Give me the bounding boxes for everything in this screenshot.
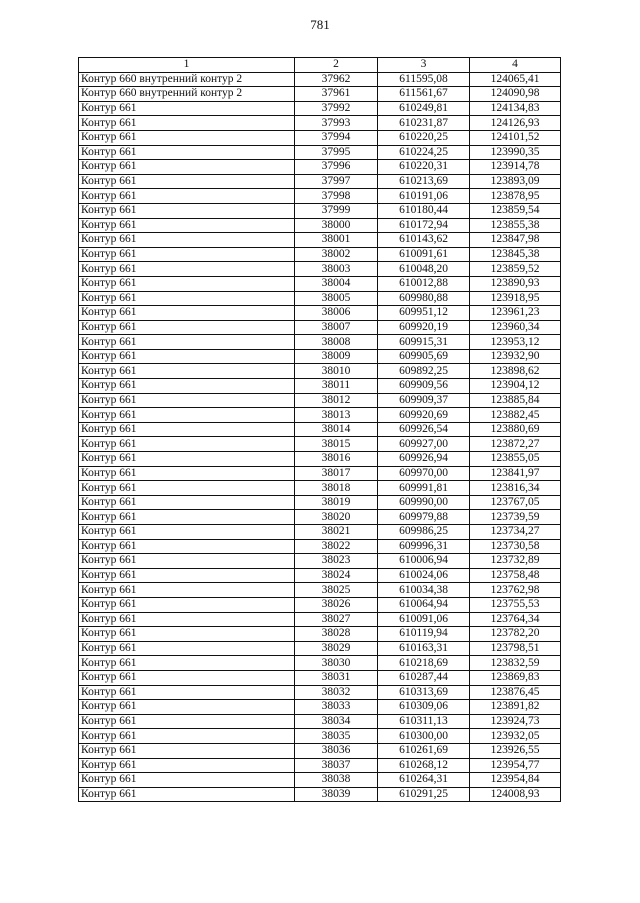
cell-y: 123847,98 — [470, 233, 561, 248]
table-row — [79, 729, 561, 744]
cell-point-number: 37992 — [295, 101, 378, 116]
table-row — [79, 189, 561, 204]
table-row — [79, 116, 561, 131]
cell-contour: Контур 661 — [79, 262, 295, 277]
cell-x: 609920,69 — [378, 408, 470, 423]
table-row — [79, 233, 561, 248]
cell-point-number: 38003 — [295, 262, 378, 277]
cell-x: 609951,12 — [378, 306, 470, 321]
cell-point-number: 38028 — [295, 627, 378, 642]
cell-contour: Контур 661 — [79, 612, 295, 627]
cell-contour: Контур 661 — [79, 641, 295, 656]
cell-point-number: 38016 — [295, 452, 378, 467]
table-row — [79, 568, 561, 583]
cell-x: 609926,94 — [378, 452, 470, 467]
cell-x: 609996,31 — [378, 539, 470, 554]
table-row — [79, 218, 561, 233]
cell-point-number: 38019 — [295, 495, 378, 510]
cell-contour: Контур 661 — [79, 714, 295, 729]
cell-x: 610220,31 — [378, 160, 470, 175]
cell-y: 123891,82 — [470, 700, 561, 715]
table-row — [79, 160, 561, 175]
table-row — [79, 539, 561, 554]
cell-x: 610249,81 — [378, 101, 470, 116]
cell-point-number: 38002 — [295, 247, 378, 262]
table-row — [79, 262, 561, 277]
cell-contour: Контур 661 — [79, 233, 295, 248]
cell-y: 123882,45 — [470, 408, 561, 423]
table-row — [79, 787, 561, 802]
cell-x: 610172,94 — [378, 218, 470, 233]
cell-point-number: 38015 — [295, 437, 378, 452]
table-header — [79, 58, 561, 73]
table-row — [79, 408, 561, 423]
cell-x: 610311,13 — [378, 714, 470, 729]
header-row — [79, 58, 561, 73]
cell-point-number: 38036 — [295, 743, 378, 758]
cell-point-number: 38018 — [295, 481, 378, 496]
table-row — [79, 130, 561, 145]
cell-y: 123755,53 — [470, 597, 561, 612]
table-row — [79, 641, 561, 656]
cell-y: 123841,97 — [470, 466, 561, 481]
cell-y: 123758,48 — [470, 568, 561, 583]
cell-contour: Контур 661 — [79, 656, 295, 671]
cell-x: 609990,00 — [378, 495, 470, 510]
cell-x: 610261,69 — [378, 743, 470, 758]
cell-y: 123764,34 — [470, 612, 561, 627]
cell-point-number: 38032 — [295, 685, 378, 700]
table-row — [79, 320, 561, 335]
cell-y: 123859,52 — [470, 262, 561, 277]
table-row — [79, 510, 561, 525]
cell-y: 123855,38 — [470, 218, 561, 233]
cell-x: 610091,61 — [378, 247, 470, 262]
cell-x: 610213,69 — [378, 174, 470, 189]
cell-x: 610180,44 — [378, 203, 470, 218]
cell-y: 123876,45 — [470, 685, 561, 700]
table-row — [79, 481, 561, 496]
cell-x: 610287,44 — [378, 670, 470, 685]
cell-x: 610300,00 — [378, 729, 470, 744]
table-row — [79, 422, 561, 437]
cell-x: 610006,94 — [378, 554, 470, 569]
cell-y: 123832,59 — [470, 656, 561, 671]
cell-x: 610012,88 — [378, 276, 470, 291]
cell-y: 123924,73 — [470, 714, 561, 729]
cell-x: 610119,94 — [378, 627, 470, 642]
table-row — [79, 335, 561, 350]
table-row — [79, 758, 561, 773]
cell-contour: Контур 661 — [79, 291, 295, 306]
cell-x: 610309,06 — [378, 700, 470, 715]
cell-x: 610024,06 — [378, 568, 470, 583]
cell-point-number: 38021 — [295, 525, 378, 540]
cell-contour: Контур 661 — [79, 787, 295, 802]
cell-contour: Контур 661 — [79, 116, 295, 131]
cell-contour: Контур 661 — [79, 758, 295, 773]
cell-point-number: 38029 — [295, 641, 378, 656]
cell-x: 610163,31 — [378, 641, 470, 656]
table-row — [79, 525, 561, 540]
cell-y: 123932,05 — [470, 729, 561, 744]
cell-y: 123762,98 — [470, 583, 561, 598]
table-row — [79, 379, 561, 394]
table-row — [79, 437, 561, 452]
table-row — [79, 466, 561, 481]
cell-x: 610064,94 — [378, 597, 470, 612]
cell-contour: Контур 661 — [79, 422, 295, 437]
table-row — [79, 670, 561, 685]
cell-point-number: 37996 — [295, 160, 378, 175]
cell-point-number: 38033 — [295, 700, 378, 715]
cell-contour: Контур 661 — [79, 145, 295, 160]
cell-y: 123954,77 — [470, 758, 561, 773]
cell-y: 123953,12 — [470, 335, 561, 350]
cell-x: 611561,67 — [378, 87, 470, 102]
cell-contour: Контур 661 — [79, 349, 295, 364]
cell-point-number: 38001 — [295, 233, 378, 248]
cell-contour: Контур 661 — [79, 101, 295, 116]
cell-y: 124126,93 — [470, 116, 561, 131]
header-cell-contour: 1 — [79, 58, 295, 73]
cell-contour: Контур 660 внутренний контур 2 — [79, 72, 295, 87]
table-row — [79, 101, 561, 116]
cell-x: 610268,12 — [378, 758, 470, 773]
cell-point-number: 38038 — [295, 773, 378, 788]
header-cell-y: 4 — [470, 58, 561, 73]
cell-y: 123734,27 — [470, 525, 561, 540]
cell-point-number: 38017 — [295, 466, 378, 481]
cell-contour: Контур 661 — [79, 743, 295, 758]
table-row — [79, 773, 561, 788]
cell-contour: Контур 661 — [79, 554, 295, 569]
cell-x: 610313,69 — [378, 685, 470, 700]
table-row — [79, 656, 561, 671]
cell-point-number: 38030 — [295, 656, 378, 671]
cell-x: 609986,25 — [378, 525, 470, 540]
cell-point-number: 38008 — [295, 335, 378, 350]
cell-y: 123782,20 — [470, 627, 561, 642]
cell-contour: Контур 661 — [79, 203, 295, 218]
table-row — [79, 612, 561, 627]
cell-x: 609909,56 — [378, 379, 470, 394]
cell-x: 610034,38 — [378, 583, 470, 598]
cell-y: 123898,62 — [470, 364, 561, 379]
cell-y: 123767,05 — [470, 495, 561, 510]
cell-contour: Контур 661 — [79, 437, 295, 452]
cell-contour: Контур 661 — [79, 729, 295, 744]
table-row — [79, 452, 561, 467]
cell-contour: Контур 661 — [79, 495, 295, 510]
cell-y: 123855,05 — [470, 452, 561, 467]
cell-point-number: 38031 — [295, 670, 378, 685]
cell-x: 609970,00 — [378, 466, 470, 481]
table-row — [79, 174, 561, 189]
cell-y: 123926,55 — [470, 743, 561, 758]
cell-point-number: 38007 — [295, 320, 378, 335]
cell-contour: Контур 661 — [79, 174, 295, 189]
cell-contour: Контур 661 — [79, 700, 295, 715]
header-cell-x: 3 — [378, 58, 470, 73]
cell-point-number: 37999 — [295, 203, 378, 218]
cell-x: 609915,31 — [378, 335, 470, 350]
cell-point-number: 37994 — [295, 130, 378, 145]
cell-point-number: 37993 — [295, 116, 378, 131]
cell-point-number: 38025 — [295, 583, 378, 598]
coordinates-table — [78, 57, 561, 802]
cell-x: 610218,69 — [378, 656, 470, 671]
cell-y: 123859,54 — [470, 203, 561, 218]
table-row — [79, 276, 561, 291]
table-row — [79, 597, 561, 612]
cell-point-number: 38010 — [295, 364, 378, 379]
cell-y: 123961,23 — [470, 306, 561, 321]
table-row — [79, 685, 561, 700]
cell-y: 124065,41 — [470, 72, 561, 87]
cell-point-number: 38022 — [295, 539, 378, 554]
cell-point-number: 38020 — [295, 510, 378, 525]
table-row — [79, 583, 561, 598]
cell-contour: Контур 660 внутренний контур 2 — [79, 87, 295, 102]
cell-contour: Контур 661 — [79, 364, 295, 379]
cell-point-number: 38027 — [295, 612, 378, 627]
cell-x: 609979,88 — [378, 510, 470, 525]
cell-contour: Контур 661 — [79, 539, 295, 554]
cell-contour: Контур 661 — [79, 130, 295, 145]
cell-x: 610048,20 — [378, 262, 470, 277]
table-row — [79, 714, 561, 729]
cell-y: 124101,52 — [470, 130, 561, 145]
cell-contour: Контур 661 — [79, 670, 295, 685]
cell-contour: Контур 661 — [79, 583, 295, 598]
cell-contour: Контур 661 — [79, 525, 295, 540]
table-row — [79, 349, 561, 364]
cell-point-number: 38014 — [295, 422, 378, 437]
cell-contour: Контур 661 — [79, 685, 295, 700]
cell-point-number: 38023 — [295, 554, 378, 569]
cell-x: 609927,00 — [378, 437, 470, 452]
cell-point-number: 38026 — [295, 597, 378, 612]
cell-y: 123872,27 — [470, 437, 561, 452]
cell-contour: Контур 661 — [79, 218, 295, 233]
cell-x: 609991,81 — [378, 481, 470, 496]
cell-x: 610091,06 — [378, 612, 470, 627]
cell-contour: Контур 661 — [79, 481, 295, 496]
cell-y: 124134,83 — [470, 101, 561, 116]
cell-x: 609905,69 — [378, 349, 470, 364]
cell-y: 123990,35 — [470, 145, 561, 160]
cell-point-number: 38009 — [295, 349, 378, 364]
table-row — [79, 743, 561, 758]
table-row — [79, 554, 561, 569]
cell-y: 123914,78 — [470, 160, 561, 175]
cell-y: 123732,89 — [470, 554, 561, 569]
table-row — [79, 247, 561, 262]
cell-contour: Контур 661 — [79, 408, 295, 423]
cell-point-number: 38006 — [295, 306, 378, 321]
table-row — [79, 145, 561, 160]
header-cell-point-number: 2 — [295, 58, 378, 73]
table-row — [79, 495, 561, 510]
cell-point-number: 37997 — [295, 174, 378, 189]
cell-contour: Контур 661 — [79, 466, 295, 481]
table-row — [79, 87, 561, 102]
cell-point-number: 38004 — [295, 276, 378, 291]
cell-x: 609892,25 — [378, 364, 470, 379]
table-row — [79, 393, 561, 408]
cell-point-number: 37998 — [295, 189, 378, 204]
cell-y: 123845,38 — [470, 247, 561, 262]
cell-contour: Контур 661 — [79, 568, 295, 583]
cell-contour: Контур 661 — [79, 320, 295, 335]
cell-contour: Контур 661 — [79, 510, 295, 525]
table-row — [79, 72, 561, 87]
cell-y: 123878,95 — [470, 189, 561, 204]
cell-y: 123904,12 — [470, 379, 561, 394]
cell-y: 124090,98 — [470, 87, 561, 102]
cell-contour: Контур 661 — [79, 597, 295, 612]
cell-point-number: 38035 — [295, 729, 378, 744]
cell-y: 123739,59 — [470, 510, 561, 525]
table-row — [79, 203, 561, 218]
cell-y: 123960,34 — [470, 320, 561, 335]
cell-x: 610143,62 — [378, 233, 470, 248]
cell-contour: Контур 661 — [79, 189, 295, 204]
cell-x: 610224,25 — [378, 145, 470, 160]
cell-point-number: 38034 — [295, 714, 378, 729]
cell-y: 123869,83 — [470, 670, 561, 685]
cell-x: 609909,37 — [378, 393, 470, 408]
cell-y: 123880,69 — [470, 422, 561, 437]
cell-x: 611595,08 — [378, 72, 470, 87]
table-row — [79, 291, 561, 306]
cell-point-number: 38013 — [295, 408, 378, 423]
cell-x: 610291,25 — [378, 787, 470, 802]
cell-contour: Контур 661 — [79, 627, 295, 642]
cell-point-number: 37962 — [295, 72, 378, 87]
cell-x: 609920,19 — [378, 320, 470, 335]
cell-point-number: 38012 — [295, 393, 378, 408]
table-body — [79, 72, 561, 802]
cell-point-number: 37961 — [295, 87, 378, 102]
cell-y: 123890,93 — [470, 276, 561, 291]
cell-contour: Контур 661 — [79, 452, 295, 467]
cell-point-number: 38011 — [295, 379, 378, 394]
cell-contour: Контур 661 — [79, 335, 295, 350]
cell-y: 124008,93 — [470, 787, 561, 802]
cell-y: 123932,90 — [470, 349, 561, 364]
cell-contour: Контур 661 — [79, 379, 295, 394]
cell-contour: Контур 661 — [79, 160, 295, 175]
cell-point-number: 38037 — [295, 758, 378, 773]
cell-point-number: 37995 — [295, 145, 378, 160]
cell-y: 123885,84 — [470, 393, 561, 408]
cell-y: 123730,58 — [470, 539, 561, 554]
cell-point-number: 38039 — [295, 787, 378, 802]
cell-x: 610191,06 — [378, 189, 470, 204]
cell-x: 610220,25 — [378, 130, 470, 145]
cell-x: 610231,87 — [378, 116, 470, 131]
cell-contour: Контур 661 — [79, 306, 295, 321]
cell-x: 609980,88 — [378, 291, 470, 306]
cell-contour: Контур 661 — [79, 773, 295, 788]
cell-point-number: 38024 — [295, 568, 378, 583]
cell-y: 123954,84 — [470, 773, 561, 788]
cell-y: 123816,34 — [470, 481, 561, 496]
cell-point-number: 38000 — [295, 218, 378, 233]
cell-x: 609926,54 — [378, 422, 470, 437]
cell-point-number: 38005 — [295, 291, 378, 306]
cell-x: 610264,31 — [378, 773, 470, 788]
cell-y: 123893,09 — [470, 174, 561, 189]
table-row — [79, 700, 561, 715]
cell-contour: Контур 661 — [79, 393, 295, 408]
table-row — [79, 627, 561, 642]
page-number: 781 — [310, 17, 330, 32]
cell-y: 123798,51 — [470, 641, 561, 656]
table-row — [79, 306, 561, 321]
cell-contour: Контур 661 — [79, 276, 295, 291]
table-row — [79, 364, 561, 379]
cell-contour: Контур 661 — [79, 247, 295, 262]
cell-y: 123918,95 — [470, 291, 561, 306]
